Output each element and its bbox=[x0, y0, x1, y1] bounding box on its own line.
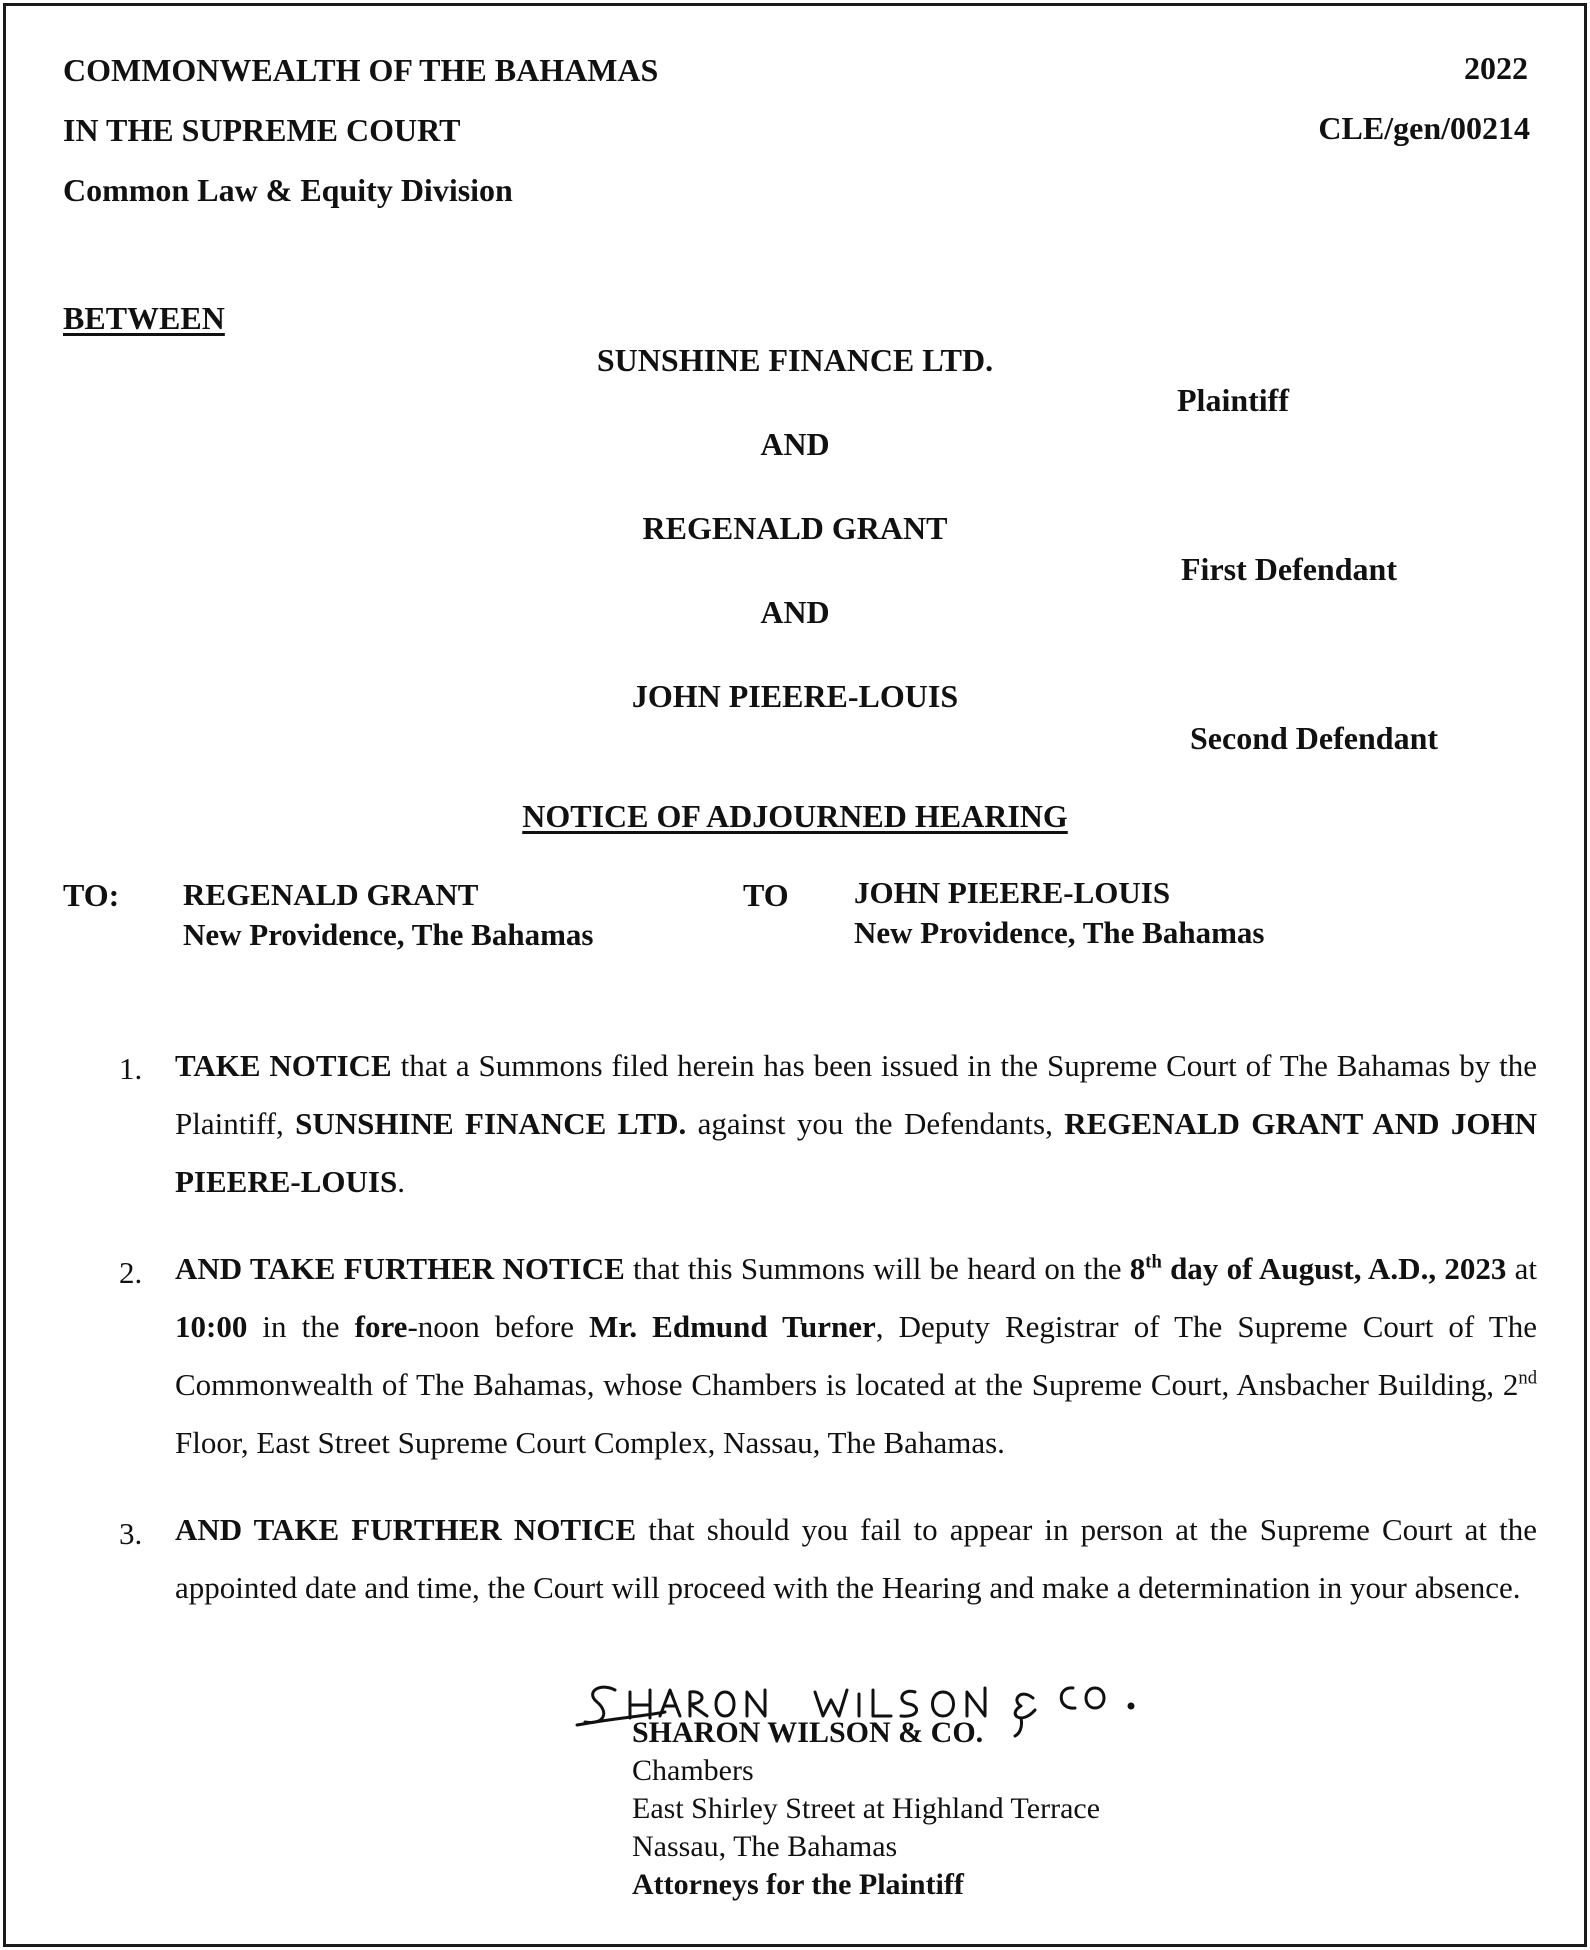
chambers-line: Chambers bbox=[632, 1754, 754, 1787]
firm-name: SHARON WILSON & CO. bbox=[632, 1716, 984, 1749]
plaintiff-name: SUNSHINE FINANCE LTD. bbox=[596, 342, 994, 378]
p2-lead: AND TAKE FURTHER NOTICE bbox=[175, 1251, 625, 1286]
first-defendant-role: First Defendant bbox=[1181, 551, 1397, 587]
p2-registrar: Mr. Edmund Turner bbox=[589, 1309, 876, 1344]
signature-block bbox=[632, 1714, 1100, 1904]
division-heading: Common Law & Equity Division bbox=[63, 172, 513, 208]
attorneys-line: Attorneys for the Plaintiff bbox=[632, 1868, 964, 1901]
addressee-2-name: JOHN PIEERE-LOUIS bbox=[854, 875, 1171, 910]
p2-floor-sup: nd bbox=[1518, 1367, 1537, 1389]
first-defendant-name: REGENALD GRANT bbox=[642, 510, 948, 546]
city-line: Nassau, The Bahamas bbox=[632, 1830, 898, 1863]
to-label-1: TO: bbox=[63, 877, 120, 913]
p1-text-b: against you the Defendants, bbox=[686, 1106, 1065, 1141]
p2-text-c: in the bbox=[247, 1309, 355, 1344]
p2-time: 10:00 bbox=[175, 1309, 248, 1344]
paragraph-2-number: 2. bbox=[119, 1255, 143, 1290]
p1-text-c: . bbox=[397, 1164, 405, 1199]
p1-text-a: that a Summons filed herein has been issued in the Supreme Court of The Bahamas by the Plaintiff, bbox=[175, 1048, 1537, 1141]
addressee-1-name: REGENALD GRANT bbox=[183, 877, 479, 912]
commonwealth-heading: COMMONWEALTH OF THE BAHAMAS bbox=[63, 52, 659, 88]
p2-text-d: -noon before bbox=[407, 1309, 590, 1344]
p3-text-a: that should you fail to appear in person at the Supreme Court at the appointed date and time, the Court will proceed with the Hearing and make a determination in your absence. bbox=[175, 1512, 1537, 1605]
addressee-2 bbox=[854, 873, 1264, 953]
addressee-2-address: New Providence, The Bahamas bbox=[854, 915, 1265, 950]
p2-day-sup: th bbox=[1145, 1251, 1162, 1273]
between-label: BETWEEN bbox=[63, 300, 225, 336]
addressee-1 bbox=[183, 875, 593, 955]
p2-text-f: Floor, East Street Supreme Court Complex, Nassau, The Bahamas. bbox=[175, 1425, 1005, 1460]
addressee-1-address: New Providence, The Bahamas bbox=[183, 917, 594, 952]
court-heading: IN THE SUPREME COURT bbox=[63, 112, 461, 148]
p2-fore: fore bbox=[354, 1309, 408, 1344]
second-defendant-role: Second Defendant bbox=[1190, 720, 1439, 756]
and-separator-2: AND bbox=[760, 594, 830, 630]
paragraph-3-number: 3. bbox=[119, 1516, 143, 1551]
case-year: 2022 bbox=[1464, 50, 1528, 86]
p2-day-num: 8 bbox=[1129, 1251, 1146, 1286]
second-defendant-name: JOHN PIEERE-LOUIS bbox=[631, 678, 959, 714]
paragraph-1-number: 1. bbox=[119, 1051, 143, 1086]
plaintiff-role: Plaintiff bbox=[1177, 382, 1289, 418]
p2-text-e: , Deputy Registrar of The Supreme Court of The Commonwealth of The Bahamas, whose Chambers is located at the Supreme Court, Ansbacher Building, 2 bbox=[175, 1309, 1537, 1402]
notice-title: NOTICE OF ADJOURNED HEARING bbox=[522, 798, 1068, 834]
p3-lead: AND TAKE FURTHER NOTICE bbox=[175, 1512, 637, 1547]
p2-text-a: that this Summons will be heard on the bbox=[624, 1251, 1130, 1286]
p2-text-b: at bbox=[1506, 1251, 1537, 1286]
and-separator-1: AND bbox=[760, 426, 830, 462]
paragraph-1 bbox=[175, 1037, 1537, 1211]
to-label-2: TO bbox=[743, 877, 789, 913]
document-frame bbox=[3, 3, 1587, 1947]
street-line: East Shirley Street at Highland Terrace bbox=[632, 1792, 1101, 1825]
p1-defendants: REGENALD GRANT AND JOHN PIEERE-LOUIS bbox=[175, 1106, 1537, 1199]
paragraph-2 bbox=[175, 1240, 1537, 1472]
p1-lead: TAKE NOTICE bbox=[175, 1048, 392, 1083]
paragraph-3 bbox=[175, 1501, 1537, 1617]
p1-plaintiff: SUNSHINE FINANCE LTD. bbox=[295, 1106, 687, 1141]
case-number: CLE/gen/00214 bbox=[1318, 110, 1530, 146]
p2-date-rest: day of August, A.D., 2023 bbox=[1161, 1251, 1507, 1286]
